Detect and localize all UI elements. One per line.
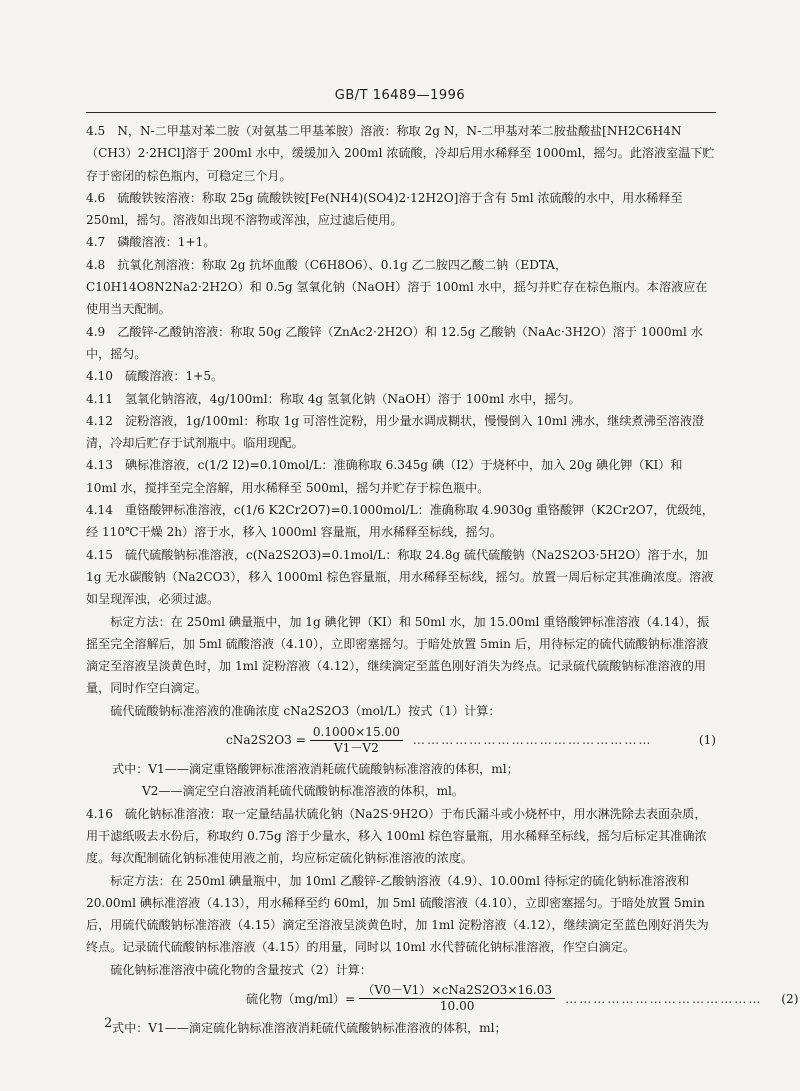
clause-4-13: 4.13 碘标准溶液，c(1/2 I2)=0.10mol/L：准确称取 6.345g 碘（I2）于烧杯中，加入 20g 碘化钾（KI）和 10ml 水，搅拌至完全溶解，用水稀释至 500ml，摇匀并贮存于棕色瓶中。 <box>86 458 683 495</box>
formula-2-numerator: （V0－V1）×cNa2S2O3×16.03 <box>359 983 555 999</box>
formula-2-where-v1: 式中：V1——滴定硫化钠标准溶液消耗硫代硫酸钠标准溶液的体积，ml； <box>112 1020 507 1035</box>
calibration-method-4-15: 标定方法：在 250ml 碘量瓶中，加 1g 碘化钾（KI）和 50ml 水，加 15.00ml 重铬酸钾标准溶液（4.14），振摇至完全溶解后，加 5ml 硫酸溶液（4.10），立即密塞摇匀。于暗处放置 5min 后，用待标定的硫代硫酸钠标准溶液滴定至溶液呈淡黄色时，加 1ml 淀粉溶液（4.12），继续滴定至蓝色刚好消失为终点。记录硫代硫酸钠标准溶液的用量，同时作空白滴定。 <box>86 614 710 696</box>
formula-1-where-v1: 式中：V1——滴定重铬酸钾标准溶液消耗硫代硫酸钠标准溶液的体积，ml； <box>112 762 519 777</box>
formula-2-leader-dots: …………………………………… <box>565 991 763 1006</box>
clause-4-14: 4.14 重铬酸钾标准溶液，c(1/6 K2Cr2O7)=0.1000mol/L：准确称取 4.9030g 重铬酸钾（K2Cr2O7，优级纯，经 110℃干燥 2h）溶于水，移入 1000ml 容量瓶，用水稀释至标线，摇匀。 <box>86 503 714 540</box>
formula-1-denominator: V1－V2 <box>333 740 379 755</box>
clause-4-8: 4.8 抗氧化剂溶液：称取 2g 抗坏血酸（C6H8O6）、0.1g 乙二胺四乙酸二钠（EDTA，C10H14O8N2Na2·2H2O）和 0.5g 氢氧化钠（NaOH）溶于 100ml 水中，摇匀并贮存在棕色瓶内。本溶液应在使用当天配制。 <box>86 257 708 317</box>
formula-1-fraction <box>310 725 403 756</box>
formula-1-where-v2: V2——滴定空白溶液消耗硫代硫酸钠标准溶液的体积，ml。 <box>142 784 465 799</box>
clause-4-7: 4.7 磷酸溶液：1+1。 <box>86 235 216 250</box>
calibration-method-4-16: 标定方法：在 250ml 碘量瓶中，加 10ml 乙酸锌-乙酸钠溶液（4.9）、10.00ml 待标定的硫化钠标准溶液和 20.00ml 碘标准溶液（4.13），用水稀释至约 60ml，加 5ml 硫酸溶液（4.10），立即密塞摇匀。于暗处放置 5min 后，用硫代硫酸钠标准溶液（4.15）滴定至溶液呈淡黄色时，加 1ml 淀粉溶液（4.12），继续滴定至蓝色刚好消失为终点。记录硫代硫酸钠标准溶液（4.15）的用量，同时以 10ml 水代替硫化钠标准溶液，作空白滴定。 <box>86 873 709 955</box>
header-rule <box>86 112 716 113</box>
formula-2-intro: 硫化钠标准溶液中硫化物的含量按式（2）计算： <box>110 962 372 977</box>
clause-4-12: 4.12 淀粉溶液，1g/100ml：称取 1g 可溶性淀粉，用少量水调成糊状，慢慢倒入 10ml 沸水，继续煮沸至溶液澄清，冷却后贮存于试剂瓶中。临用现配。 <box>86 413 705 451</box>
formula-1-number: (1) <box>698 732 716 747</box>
formula-1-lhs: cNa2S2O3 = <box>226 732 306 747</box>
formula-2 <box>86 981 799 1017</box>
formula-1-leader-dots: …………………………………………… <box>412 732 653 747</box>
formula-2-lhs: 硫化物（mg/ml）= <box>246 991 356 1006</box>
formula-2-fraction <box>359 983 555 1014</box>
formula-1-intro: 硫代硫酸钠标准溶液的准确浓度 cNa2S2O3（mol/L）按式（1）计算： <box>110 703 501 718</box>
document-body <box>86 120 799 1039</box>
clause-4-16: 4.16 硫化钠标准溶液：取一定量结晶状硫化钠（Na2S·9H2O）于布氏漏斗或小烧杯中，用水淋洗除去表面杂质，用干滤纸吸去水份后，称取约 0.75g 溶于少量水，移入 100ml 棕色容量瓶，用水稀释至标线，摇匀后标定其准确浓度。每次配制硫化钠标准使用液之前，均应标定硫化钠标准溶液的浓度。 <box>86 806 707 866</box>
clause-4-11: 4.11 氢氧化钠溶液，4g/100ml：称取 4g 氢氧化钠（NaOH）溶于 100ml 水中，摇匀。 <box>86 391 581 406</box>
formula-2-number: (2) <box>781 991 799 1006</box>
clause-4-5: 4.5 N，N-二甲基对苯二胺（对氨基二甲基苯胺）溶液：称取 2g N，N-二甲基对苯二胺盐酸盐[NH2C6H4N（CH3）2·2HCl]溶于 200ml 水中，缓缓加入 200ml 浓硫酸，冷却后用水稀释至 1000ml，摇匀。此溶液室温下贮存于密闭的棕色瓶内，可稳定三个月。 <box>86 124 715 183</box>
clause-4-9: 4.9 乙酸锌-乙酸钠溶液：称取 50g 乙酸锌（ZnAc2·2H2O）和 12.5g 乙酸钠（NaAc·3H2O）溶于 1000ml 水中，摇匀。 <box>86 324 703 361</box>
page-number: 2 <box>104 1016 113 1031</box>
clause-4-10: 4.10 硫酸溶液：1+5。 <box>86 369 224 384</box>
clause-4-15: 4.15 硫代硫酸钠标准溶液，c(Na2S2O3)=0.1mol/L：称取 24.8g 硫代硫酸钠（Na2S2O3·5H2O）溶于水，加 1g 无水碳酸钠（Na2CO3），移入 1000ml 棕色容量瓶，用水稀释至标线，摇匀。放置一周后标定其准确浓度。溶液如呈现浑浊，必须过滤。 <box>86 547 714 607</box>
standard-number-header: GB/T 16489—1996 <box>334 88 466 103</box>
clause-4-6: 4.6 硫酸铁铵溶液：称取 25g 硫酸铁铵[Fe(NH4)(SO4)2·12H2O]溶于含有 5ml 浓硫酸的水中，用水稀释至 250ml，摇匀。溶液如出现不溶物或浑浊，应过滤后使用。 <box>86 190 683 228</box>
formula-1 <box>86 722 716 758</box>
formula-1-numerator: 0.1000×15.00 <box>310 725 403 741</box>
formula-2-denominator: 10.00 <box>439 999 475 1014</box>
